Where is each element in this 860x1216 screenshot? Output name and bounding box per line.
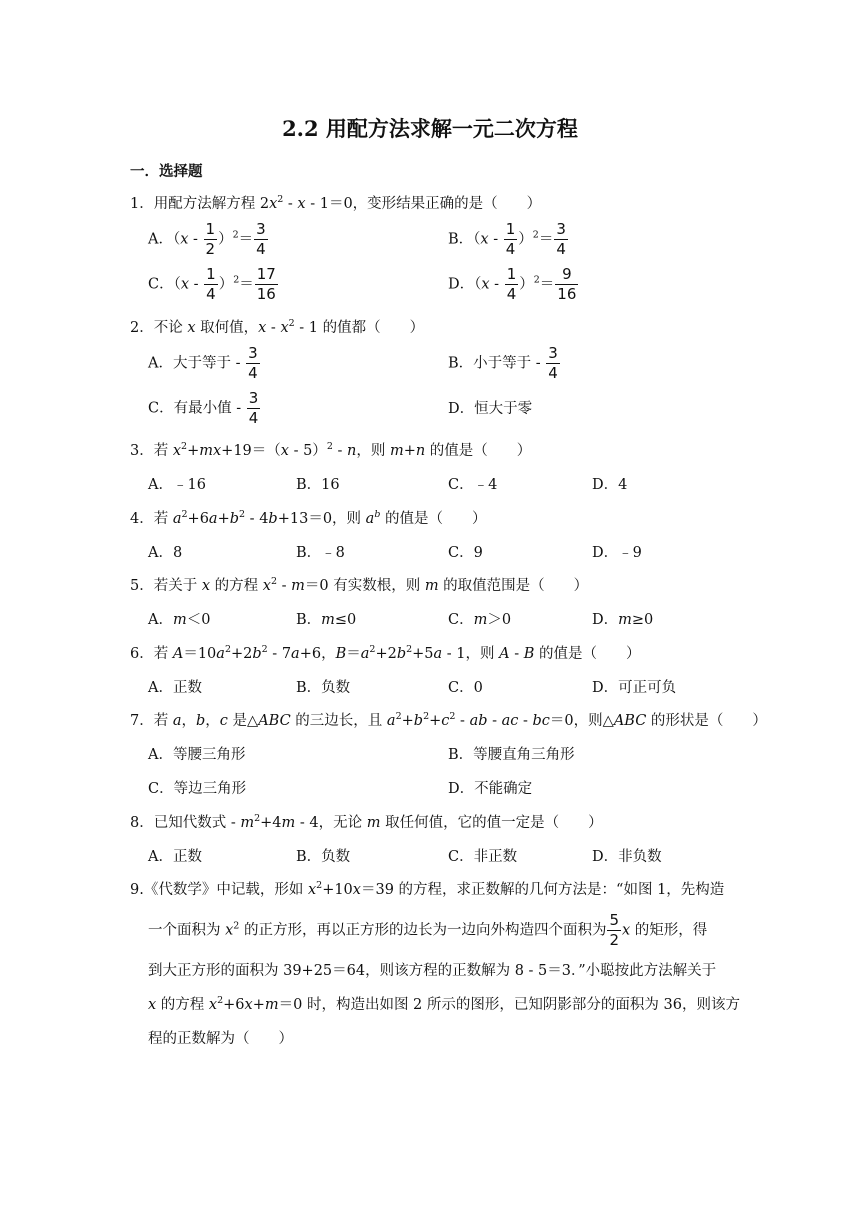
q2-option-d[interactable]: D．恒大于零: [448, 401, 533, 417]
q3-option-d[interactable]: D．4: [592, 477, 628, 493]
q3-option-a[interactable]: A．﹣16: [148, 477, 206, 493]
question-2: 2．不论 x 取何值，x - $x^2 - 1$ 的值都（ ）: [130, 318, 425, 336]
q4-option-c[interactable]: C．9: [448, 545, 483, 561]
q6-option-d[interactable]: D．可正可负: [592, 680, 677, 696]
q3-option-b[interactable]: B．16: [296, 477, 340, 493]
question-5: 5．若关于 x 的方程 $x^2 - m=0$ 有实数根，则 m 的取值范围是（ ）: [130, 576, 589, 594]
q5-option-b[interactable]: B．m≤0: [296, 612, 357, 628]
document-title: 2.2 用配方法求解一元二次方程: [282, 116, 578, 141]
q2-option-c[interactable]: C．有最小值 - $\frac{3}{4}$: [148, 389, 259, 427]
question-1: 1．用配方法解方程 $2x^2 - x - 1=0$，变形结果正确的是（ ）: [130, 194, 542, 212]
question-7: 7．若 a，b，c 是△ABC 的三边长，且 $a^2+b^2+c^2$ - ab - ac - bc＝0，则△ABC 的形状是（ ）: [130, 711, 767, 729]
q7-option-d[interactable]: D．不能确定: [448, 781, 533, 797]
question-6: 6．若 $A=10a^2+2b^2 - 7a+6$，$B=a^2+2b^2+5a - 1$，则 A - B 的值是（ ）: [130, 644, 641, 662]
q8-option-b[interactable]: B．负数: [296, 849, 351, 865]
q1-option-c[interactable]: C．（x - $\frac{1}{4}$ ）$^2$＝ $\frac{17}{16}$: [148, 265, 276, 303]
q4-option-d[interactable]: D．﹣9: [592, 545, 642, 561]
q6-option-b[interactable]: B．负数: [296, 680, 351, 696]
q7-option-a[interactable]: A．等腰三角形: [148, 747, 246, 763]
question-9-line-2: 一个面积为 $x^2$ 的正方形，再以正方形的边长为一边向外构造四个面积为 $\frac{5}{2}$ x 的矩形，得: [148, 911, 708, 949]
question-3: 3．若 $x^2+mx+19=(x - 5)^2 - n$，则 m+n 的值是（ ）: [130, 441, 532, 459]
q1-option-b[interactable]: B．（x - $\frac{1}{4}$ ）$^2$＝ $\frac{3}{4}$: [448, 220, 566, 258]
q1-option-a[interactable]: A．（x - $\frac{1}{2}$ ）$^2$＝ $\frac{3}{4}$: [148, 220, 266, 258]
q6-option-a[interactable]: A．正数: [148, 680, 202, 696]
question-9-line-5: 程的正数解为（ ）: [148, 1031, 293, 1047]
q4-option-b[interactable]: B．﹣8: [296, 545, 345, 561]
q3-option-c[interactable]: C．﹣4: [448, 477, 498, 493]
question-4: 4．若 $a^2+6a+b^2 - 4b+13=0$，则 $a^b$ 的值是（ ）: [130, 509, 487, 527]
question-9-line-1: 9.《代数学》中记载，形如 $x^2+10x=39$ 的方程，求正数解的几何方法是：“如图 1，先构造: [130, 880, 725, 898]
question-9-line-4: x 的方程 $x^2+6x+m=0$ 时，构造出如图 2 所示的图形，已知阴影部分的面积为 36，则该方: [148, 995, 740, 1013]
q2-option-a[interactable]: A．大于等于 - $\frac{3}{4}$: [148, 344, 258, 382]
q4-option-a[interactable]: A．8: [148, 545, 183, 561]
q5-option-a[interactable]: A．m＜0: [148, 612, 211, 628]
question-9-line-3: 到大正方形的面积为 39+25＝64，则该方程的正数解为 8 - 5＝3．”小聪按此方法解关于: [148, 963, 717, 979]
q2-option-b[interactable]: B．小于等于 - $\frac{3}{4}$: [448, 344, 558, 382]
question-8: 8．已知代数式 - $m^2+4m - 4$，无论 m 取任何值，它的值一定是（ ）: [130, 813, 603, 831]
q8-option-d[interactable]: D．非负数: [592, 849, 662, 865]
q8-option-c[interactable]: C．非正数: [448, 849, 518, 865]
q6-option-c[interactable]: C．0: [448, 680, 483, 696]
section-heading: 一．选择题: [130, 163, 203, 180]
q5-option-d[interactable]: D．m≥0: [592, 612, 654, 628]
q8-option-a[interactable]: A．正数: [148, 849, 202, 865]
q5-option-c[interactable]: C．m＞0: [448, 612, 512, 628]
q7-option-b[interactable]: B．等腰直角三角形: [448, 747, 575, 763]
q1-option-d[interactable]: D．（x - $\frac{1}{4}$ ）$^2$＝ $\frac{9}{16}$: [448, 265, 577, 303]
q7-option-c[interactable]: C．等边三角形: [148, 781, 247, 797]
